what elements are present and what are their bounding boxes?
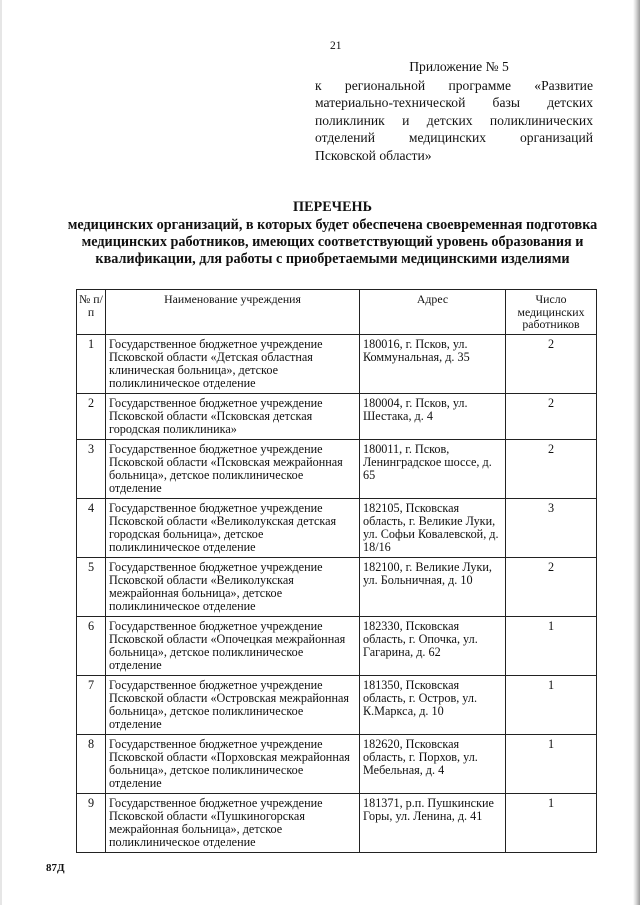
scan-right-edge [633, 0, 640, 905]
page-number: 21 [330, 40, 342, 52]
cell-name: Государственное бюджетное учреждение Псковской области «Псковская межрайонная больница», детское поликлиническое отделение [106, 439, 360, 498]
table-row [77, 439, 597, 498]
table-row [77, 793, 597, 852]
table-row [77, 498, 597, 557]
cell-name: Государственное бюджетное учреждение Псковской области «Великолукская детская городская больница», детское поликлиническое отделение [106, 498, 360, 557]
appendix-header [315, 58, 593, 164]
cell-count: 1 [506, 616, 597, 675]
cell-count: 2 [506, 439, 597, 498]
header-name: Наименование учреждения [106, 290, 360, 335]
cell-count: 3 [506, 498, 597, 557]
table-row [77, 557, 597, 616]
table-row [77, 334, 597, 393]
footer-code: 87Д [46, 862, 65, 874]
document-title [60, 199, 605, 268]
cell-name: Государственное бюджетное учреждение Псковской области «Опочецкая межрайонная больница», детское поликлиническое отделение [106, 616, 360, 675]
cell-count: 1 [506, 734, 597, 793]
cell-number: 1 [77, 334, 106, 393]
cell-name: Государственное бюджетное учреждение Псковской области «Детская областная клиническая больница», детское поликлиническое отделение [106, 334, 360, 393]
cell-count: 2 [506, 393, 597, 439]
cell-address: 181371, р.п. Пушкинские Горы, ул. Ленина, д. 41 [360, 793, 506, 852]
cell-address: 180016, г. Псков, ул. Коммунальная, д. 35 [360, 334, 506, 393]
scan-left-edge [0, 0, 2, 905]
cell-name: Государственное бюджетное учреждение Псковской области «Порховская межрайонная больница», детское поликлиническое отделение [106, 734, 360, 793]
header-address: Адрес [360, 290, 506, 335]
cell-number: 3 [77, 439, 106, 498]
cell-number: 5 [77, 557, 106, 616]
cell-name: Государственное бюджетное учреждение Псковской области «Великолукская межрайонная больница», детское поликлиническое отделение [106, 557, 360, 616]
table-row [77, 734, 597, 793]
cell-number: 9 [77, 793, 106, 852]
table-row [77, 393, 597, 439]
cell-count: 2 [506, 334, 597, 393]
cell-address: 181350, Псковская область, г. Остров, ул. К.Маркса, д. 10 [360, 675, 506, 734]
document-title-subtitle: медицинских организаций, в которых будет обеспечена своевременная подготовка медицинских работников, имеющих соответствующий уровень образования и квалификации, для работы с приобретаемыми медицинскими изделиями [67, 217, 598, 267]
appendix-title: Приложение № 5 [409, 59, 509, 74]
organizations-table [76, 289, 597, 853]
cell-number: 4 [77, 498, 106, 557]
cell-number: 7 [77, 675, 106, 734]
table-header-row [77, 290, 597, 335]
header-number: № п/п [77, 290, 106, 335]
cell-count: 2 [506, 557, 597, 616]
table-row [77, 616, 597, 675]
cell-number: 2 [77, 393, 106, 439]
cell-address: 180004, г. Псков, ул. Шестака, д. 4 [360, 393, 506, 439]
cell-count: 1 [506, 675, 597, 734]
cell-address: 182105, Псковская область, г. Великие Луки, ул. Софьи Ковалевской, д. 18/16 [360, 498, 506, 557]
cell-count: 1 [506, 793, 597, 852]
cell-number: 8 [77, 734, 106, 793]
cell-address: 182100, г. Великие Луки, ул. Больничная, д. 10 [360, 557, 506, 616]
cell-number: 6 [77, 616, 106, 675]
cell-address: 182330, Псковская область, г. Опочка, ул. Гагарина, д. 62 [360, 616, 506, 675]
appendix-body: к региональной программе «Развитие материально-технической базы детских поликлиник и детских поликлинических отделений медицинских организаций Псковской области» [315, 77, 593, 163]
cell-address: 180011, г. Псков, Ленинградское шоссе, д. 65 [360, 439, 506, 498]
cell-address: 182620, Псковская область, г. Порхов, ул. Мебельная, д. 4 [360, 734, 506, 793]
table-row [77, 675, 597, 734]
document-title-heading: ПЕРЕЧЕНЬ [293, 199, 372, 215]
cell-name: Государственное бюджетное учреждение Псковской области «Пушкиногорская межрайонная больница», детское поликлиническое отделение [106, 793, 360, 852]
cell-name: Государственное бюджетное учреждение Псковской области «Псковская детская городская поликлиника» [106, 393, 360, 439]
cell-name: Государственное бюджетное учреждение Псковской области «Островская межрайонная больница», детское поликлиническое отделение [106, 675, 360, 734]
header-count: Число медицинских работников [506, 290, 597, 335]
